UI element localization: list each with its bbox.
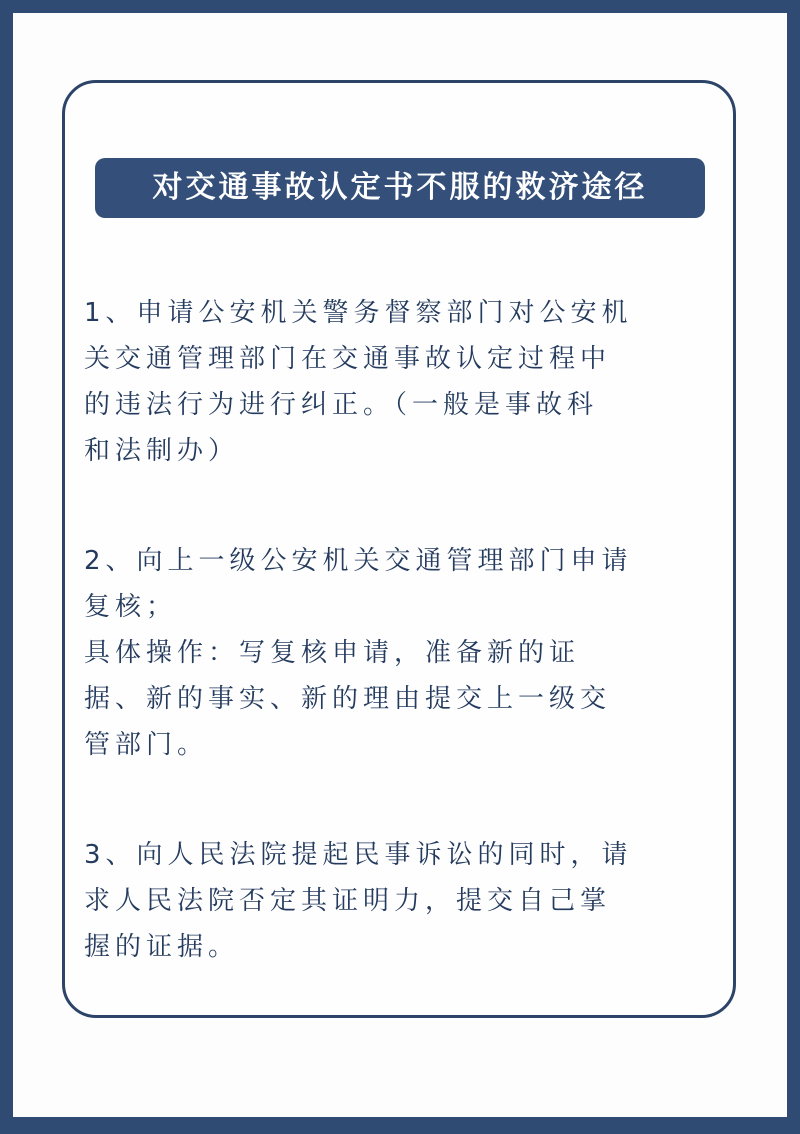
section-2-line-2: 复核； — [84, 592, 178, 622]
section-2-line-4: 据、新的事实、新的理由提交上一级交 — [84, 684, 612, 714]
section-3-line-1: 3、向人民法院提起民事诉讼的同时，请 — [84, 840, 633, 870]
remedy-section-1 — [84, 290, 724, 474]
remedy-section-3 — [84, 832, 724, 970]
section-2-line-1: 2、向上一级公安机关交通管理部门申请 — [84, 546, 633, 576]
section-1-line-2: 关交通管理部门在交通事故认定过程中 — [84, 344, 612, 374]
remedy-section-2 — [84, 538, 724, 768]
section-1-line-1: 1、申请公安机关警务督察部门对公安机 — [84, 298, 633, 328]
section-3-line-2: 求人民法院否定其证明力，提交自己掌 — [84, 886, 612, 916]
section-1-line-3: 的违法行为进行纠正。（一般是事故科 — [84, 390, 599, 420]
section-1-line-4: 和法制办） — [84, 436, 240, 466]
remedy-list — [84, 290, 724, 970]
section-3-line-3: 握的证据。 — [84, 932, 240, 962]
page-title: 对交通事故认定书不服的救济途径 — [95, 158, 705, 218]
section-2-line-3: 具体操作：写复核申请，准备新的证 — [84, 638, 581, 668]
section-2-line-5: 管部门。 — [84, 730, 209, 760]
